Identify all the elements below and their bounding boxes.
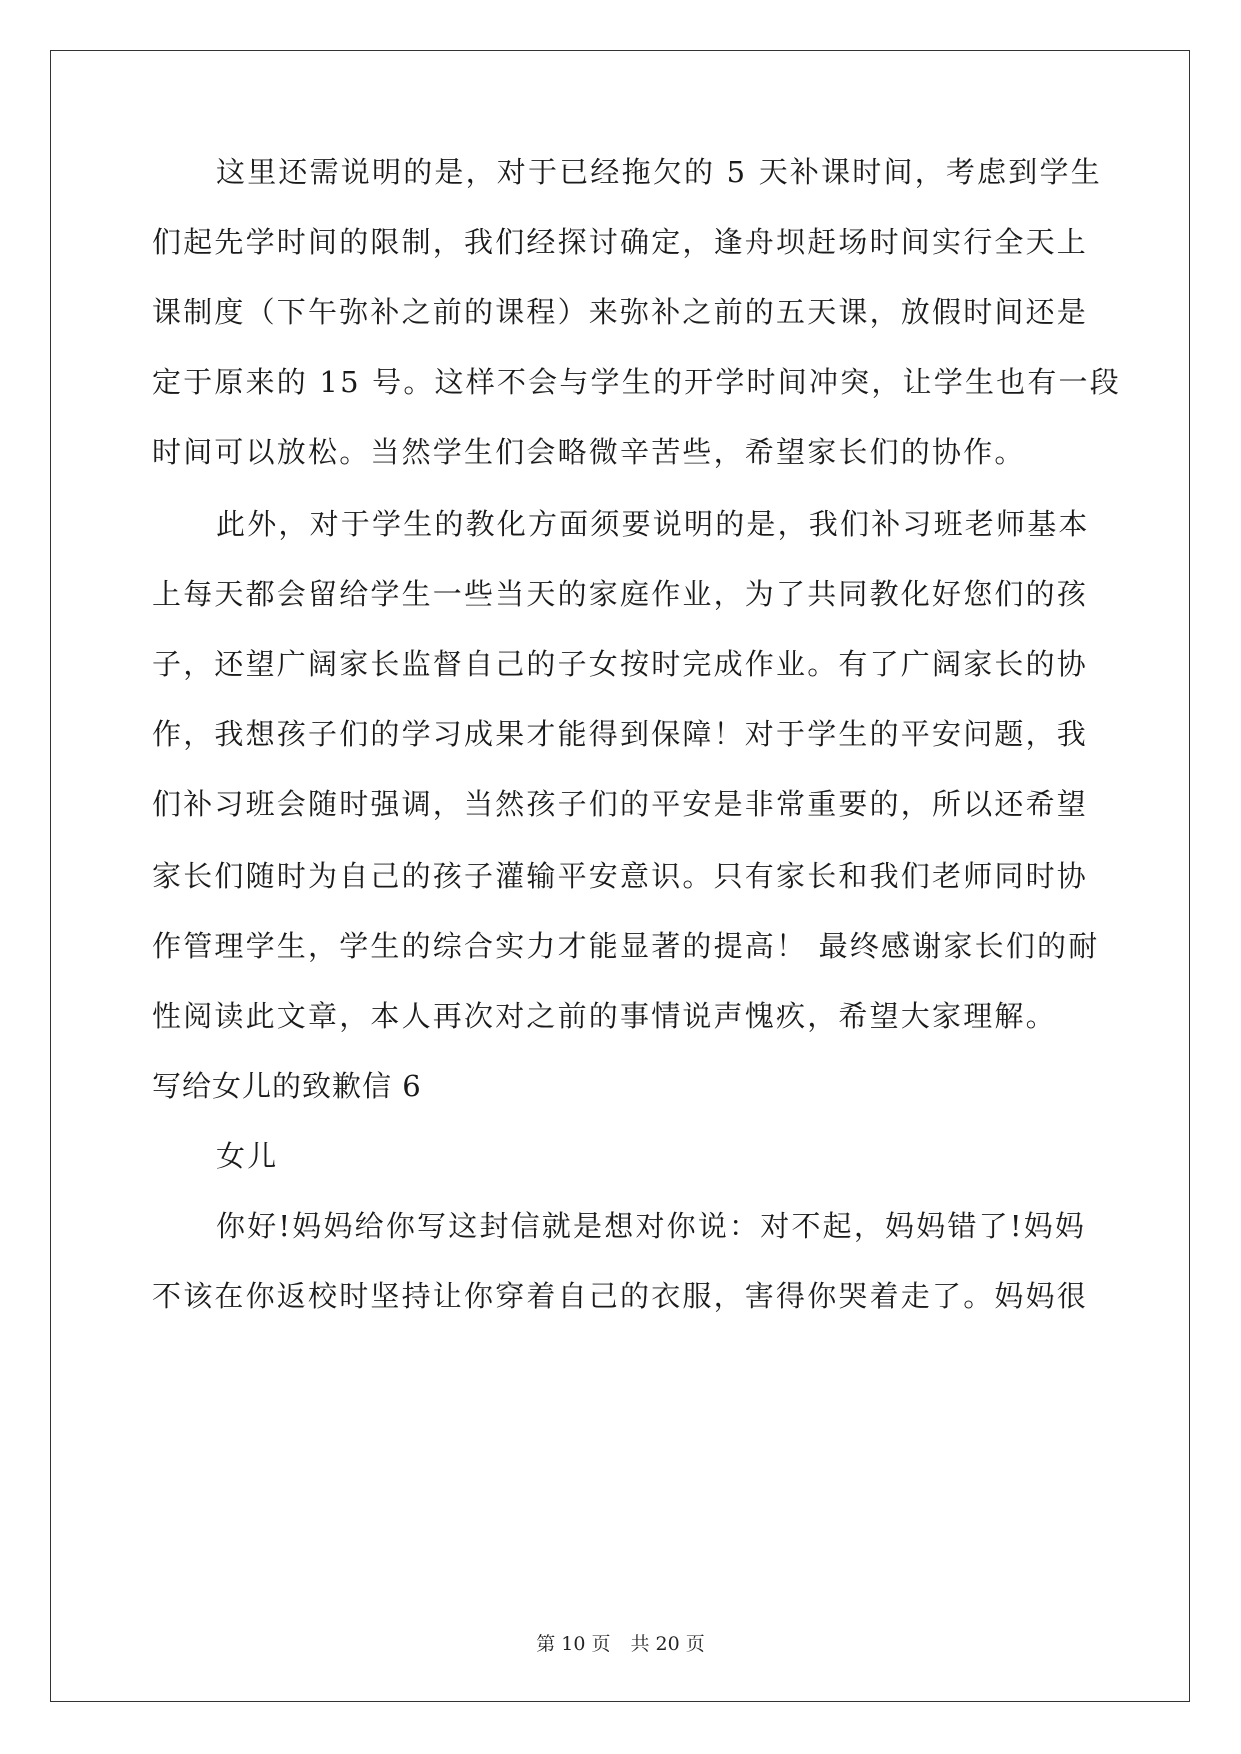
paragraph-2-line-2: 上每天都会留给学生一些当天的家庭作业，为了共同教化好您们的孩: [152, 577, 1089, 611]
paragraph-2-line-4: 作，我想孩子们的学习成果才能得到保障！对于学生的平安问题，我: [152, 717, 1089, 751]
page-total: 共 20 页: [630, 1633, 705, 1655]
paragraph-1-line-4: 定于原来的 15 号。这样不会与学生的开学时间冲突，让学生也有一段: [152, 365, 1121, 399]
page-number: 第 10 页: [536, 1633, 611, 1655]
paragraph-2-line-1: 此外，对于学生的教化方面须要说明的是，我们补习班老师基本: [216, 507, 1090, 541]
section-heading: 写给女儿的致歉信 6: [152, 1069, 422, 1103]
paragraph-3-line-2: 不该在你返校时坚持让你穿着自己的衣服，害得你哭着走了。妈妈很: [152, 1279, 1089, 1313]
paragraph-1-line-5: 时间可以放松。当然学生们会略微辛苦些，希望家长们的协作。: [152, 435, 1026, 469]
page-footer: [0, 1632, 1241, 1656]
paragraph-2-line-7: 作管理学生，学生的综合实力才能显著的提高！ 最终感谢家长们的耐: [152, 929, 1100, 963]
paragraph-2-line-5: 们补习班会随时强调，当然孩子们的平安是非常重要的，所以还希望: [152, 787, 1089, 821]
paragraph-2-line-3: 子，还望广阔家长监督自己的子女按时完成作业。有了广阔家长的协: [152, 647, 1089, 681]
paragraph-1-line-3: 课制度（下午弥补之前的课程）来弥补之前的五天课，放假时间还是: [152, 295, 1089, 329]
paragraph-3-line-1: 你好!妈妈给你写这封信就是想对你说：对不起，妈妈错了!妈妈: [216, 1209, 1087, 1243]
paragraph-2-line-8: 性阅读此文章，本人再次对之前的事情说声愧疚，希望大家理解。: [152, 999, 1057, 1033]
paragraph-1-line-2: 们起先学时间的限制，我们经探讨确定，逢舟坝赶场时间实行全天上: [152, 225, 1089, 259]
paragraph-2-line-6: 家长们随时为自己的孩子灌输平安意识。只有家长和我们老师同时协: [152, 859, 1089, 893]
salutation: 女儿: [216, 1139, 279, 1173]
paragraph-1-line-1: 这里还需说明的是，对于已经拖欠的 5 天补课时间，考虑到学生: [216, 155, 1102, 189]
